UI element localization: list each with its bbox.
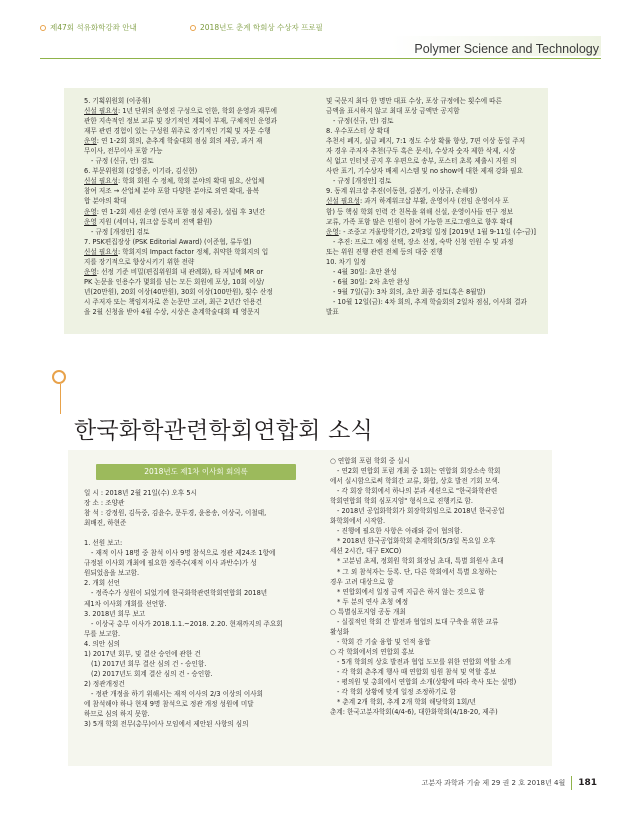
- top-right-line: 교류, 가족 포함 많은 인원이 참여 가능한 프로그램으로 향후 확대: [326, 217, 513, 226]
- top-right-line: - 규정 [개정안] 검토: [333, 177, 392, 186]
- board-banner: 2018년도 제1차 이사회 회의록: [96, 464, 296, 480]
- top-left-column: [84, 96, 302, 317]
- breadcrumb-right: 2018년도 춘계 학회상 수상자 프로필: [190, 22, 323, 33]
- page-footer: [422, 776, 597, 790]
- top-right-line: - 10월 12일(금): 4차 회의, 추계 학술회의 2일차 점심, 이사회 결과: [333, 297, 527, 306]
- board-left-line: 4. 의안 심의: [84, 639, 120, 648]
- board-left-line: (2) 2017년도 회계 결산 심의 건 - 승인함.: [91, 669, 213, 678]
- board-left-line: 원되었음을 보고함.: [84, 569, 140, 578]
- top-left-line: 운영: 연 1-2회 회의, 춘추계 학술대회 점심 회의 제공, 과거 재: [84, 137, 263, 146]
- top-right-line: - 4월 30일: 초안 완성: [333, 267, 397, 276]
- board-left-text: [84, 488, 310, 729]
- circle-bullet-icon: [190, 25, 196, 31]
- circle-bullet-icon: [40, 25, 46, 31]
- board-right-line: * 그 외 참석자는 등록. 단, 다른 학회에서 특별 요청하는: [337, 567, 498, 576]
- top-right-line: 사란 표기, 기수상자 배제 시스템 및 no show에 대한 제재 강화 필요: [326, 167, 523, 176]
- top-left-line: 합 분야의 확대: [84, 197, 127, 206]
- board-left-line: 장 소 : 조양관: [84, 499, 125, 508]
- breadcrumb-left: 제47회 석유화학강좌 안내: [40, 22, 137, 33]
- top-left-line: 신설 필요성: 1년 단위의 운영진 구성으로 인한, 학회 운영과 재무에: [84, 107, 277, 116]
- board-left-line: - 정족수가 성원이 되었기에 한국화학관련학회연합회 2018년: [91, 589, 268, 598]
- board-left-line: 3. 2018년 회무 보고: [84, 609, 146, 618]
- footer-citation: 고분자 과학과 기술 제 29 권 2 호 2018년 4월: [421, 779, 566, 787]
- board-right-line: - 각 회장 학회에서 하나의 분과 세션으로 "한국화학관련: [337, 487, 498, 496]
- top-left-line: 5. 기획위원회 (이종휘): [84, 97, 151, 105]
- top-right-line: 발표: [326, 307, 339, 316]
- board-right-line: * 고분넘 초제, 정회원 학회 회장님 초대, 특별 회원사 초대: [337, 557, 504, 566]
- board-right-line: 화학회에서 시작함.: [330, 517, 386, 526]
- top-left-line: - 규정 [개정안] 검토: [91, 227, 150, 236]
- board-right-line: 세션 2시간, 대구 EXCO): [330, 547, 402, 556]
- top-right-line: 9. 동계 워크샵 추진(이동현, 김봉기, 이상규, 손해정): [326, 187, 478, 196]
- top-left-line: PK 논문을 인용수가 몇회를 넘는 모든 회원에 포상, 10회 이상/: [84, 277, 265, 286]
- board-right-line: 경우 고려 대상으로 함: [330, 577, 394, 586]
- top-left-line: 7. PSK편집장상 (PSK Editorial Award) (이준협, 류두열): [84, 237, 252, 246]
- board-right-line: * 춘계 2개 학회, 추계 2개 학회 해당학회 1회/년: [337, 698, 476, 707]
- board-left-line: - 정관 개정을 하기 위해서는 재적 이사의 2/3 이상의 이사회: [91, 689, 263, 698]
- board-right-line: - 2018년 공업화학회가 회장학회임으로 2018년 한국공업: [337, 507, 505, 516]
- board-right-line: ○ 연합회 포럼 학회 중 실시: [330, 457, 410, 465]
- board-left-line: 규정된 이사회 개최에 필요한 정족수(재적 이사 과반수)가 성: [84, 559, 257, 568]
- top-right-line: 및 국문지 최다 한 명만 대표 수상, 포상 규정에는 횟수에 따른: [326, 97, 502, 105]
- board-left-line: 2) 정관개정건: [84, 679, 125, 688]
- board-right-line: ○ 각 학회에서의 연합회 홍보: [330, 647, 415, 656]
- top-left-line: 무이사, 전무이사 포함 가능: [84, 147, 163, 156]
- board-right-line: - 각 학회 상황에 맞게 일정 조정하기로 함: [337, 688, 456, 697]
- top-left-line: 운영 지원 (세미나, 워크샵 등록비 전액 환원): [84, 217, 213, 226]
- top-right-line: 8. 우수포스터 상 확대: [326, 127, 390, 136]
- top-right-line: - 규정(신규, 안) 검토: [333, 117, 394, 126]
- board-left-line: - 이상국 총무 이사가 2018.1.1.~2018. 2.20. 현재까지의 주요회: [91, 619, 283, 628]
- board-left-line: 1. 선원 보고:: [84, 539, 123, 548]
- section-connector-line: [60, 384, 61, 414]
- footer-separator: [571, 776, 572, 790]
- board-right-line: - 실질적인 학회 간 발전과 협업의 토대 구축을 위한 교류: [337, 617, 499, 626]
- board-left-line: 3) 5개 학회 전무(총무)이사 모임에서 제안된 사항의 심의: [84, 720, 249, 729]
- journal-title: Polymer Science and Technology: [414, 42, 599, 56]
- page-header: [0, 0, 625, 70]
- board-left-line: 2. 개회 선언: [84, 579, 120, 588]
- board-right-line: 활성화: [330, 627, 350, 636]
- top-right-column: [326, 96, 538, 317]
- board-right-line: - 5개 학회의 상호 발전과 협업 도모를 위한 연합회 역할 소개: [337, 657, 512, 666]
- board-right-line: - 각 학회 춘추계 행사 때 연합회 임원 참석 및 역할 홍보: [337, 667, 497, 676]
- top-left-line: 운영: 연 1-2회 세션 운영 (연사 포함 점심 제공), 설립 후 3년간: [84, 207, 266, 216]
- top-right-line: 자 경우 주저자 추천(구두 혹은 문서), 수상자 숫자 제한 삭제, 시상: [326, 147, 516, 156]
- minutes-continued-box: [64, 88, 548, 334]
- board-left-line: 최배진, 하현준: [84, 519, 127, 528]
- top-right-line: 또는 위원 진행 관련 전체 등의 대중 진행: [326, 247, 443, 256]
- board-left-column: [84, 460, 310, 729]
- board-right-line: ○ 특별심포지엄 공동 개최: [330, 607, 406, 616]
- section-title: 한국화학관련학회연합회 소식: [74, 418, 373, 444]
- top-right-line: 함) 등 핵심 학회 인력 간 친목을 위해 신설, 운영이사들 연구 정보: [326, 207, 513, 216]
- board-right-line: 에서 실시함으로써 학회간 교류, 화합, 상호 발전 기회 모색.: [330, 477, 500, 486]
- board-left-line: (1) 2017년 회무 결산 심의 건 - 승인함.: [91, 659, 207, 668]
- top-right-line: 운영: - 조중고 겨울방학기간, 2박3일 일정 [2019년 1월 9-11일 (수-금)]: [326, 227, 536, 236]
- board-left-line: 제1차 이사회 개회를 선언함.: [84, 599, 167, 608]
- top-left-line: 신설 필요성: 학회 회원 수 정체, 학회 분야의 확대 필요, 산업체: [84, 177, 265, 186]
- top-right-line: 신설 필요성: 과거 하계워크샵 부활, 운영이사 (전임 운영이사 포: [326, 197, 509, 206]
- top-right-line: 10. 차기 일정: [326, 257, 367, 266]
- top-right-line: - 9월 7일(금): 3차 회의, 초안 최종 검토(혹은 8월말): [333, 287, 486, 296]
- top-left-line: 시 주저자 또는 책임저자로 쓴 논문만 고려, 최근 2년간 인용건: [84, 297, 263, 306]
- section-circle-icon: [52, 370, 66, 384]
- top-left-line: 을 2월 신청을 받아 4월 수상, 시상은 춘계학술대회 때 영문지: [84, 307, 260, 316]
- board-left-line: 일 시 : 2018년 2월 21일(수) 오후 5시: [84, 489, 197, 497]
- top-left-line: 재무 관련 경험이 있는 구성원 위주로 장기적인 기획 및 자문 수행: [84, 127, 271, 136]
- top-left-line: 관한 지속적인 정보 교류 및 장기적인 계획이 부재, 구체적인 운영과: [84, 117, 277, 126]
- board-right-line: - 평의원 및 총회에서 연합회 소개(상황에 따라 축사 또는 설명): [337, 678, 517, 687]
- top-left-line: 지를 장기적으로 향상시키기 위한 전략: [84, 257, 195, 266]
- board-left-line: [84, 528, 310, 538]
- top-left-line: 년(20만원), 20회 이상(40만원), 30회 이상(100만원), 횟수 산정: [84, 287, 273, 296]
- board-right-line: 춘계: 한국고분자학회(4/4-6), 대한화학회(4/18-20, 제주): [330, 708, 498, 717]
- header-divider: [40, 58, 601, 59]
- top-right-line: 식 없고 인터넷 공지 후 우편으로 송부, 포스터 초록 제출시 지원 의: [326, 157, 517, 166]
- top-left-line: 운영: 선정 기준 비밀(편집위원회 내 관례화), 타 저널에 MR or: [84, 267, 264, 276]
- top-left-line: - 규정 (신규, 안) 검토: [91, 157, 154, 166]
- top-right-line: 추천서 폐지, 실급 폐지, 7:1 정도 수상 확률 향상, 7편 이상 동일 주저: [326, 137, 526, 146]
- board-right-line: 학회연합회 학회 심포지엄" 형식으로 진행키로 함.: [330, 497, 473, 506]
- board-left-line: 참 석 : 강정원, 김득중, 김윤수, 문두경, 윤용송, 이상국, 이철태,: [84, 509, 267, 518]
- board-left-line: 무를 보고함.: [84, 629, 121, 638]
- board-right-line: * 두 분의 연사 초청 예정: [337, 597, 409, 606]
- board-right-line: * 2018년 한국공업화학회 춘계학회(5/3일 목요일 오후: [337, 537, 496, 546]
- top-left-line: 신설 필요성: 학회지의 Impact factor 정체, 취약한 학회지의 입: [84, 247, 269, 256]
- top-left-line: 참여 저조 → 산업체 분야 포함 다양한 분야로 외연 확대, 융복: [84, 187, 260, 196]
- top-right-line: - 6월 30일: 2차 초안 완성: [333, 277, 410, 286]
- board-right-column: [330, 456, 544, 717]
- top-left-line: 6. 부문위원회 (강영종, 이기라, 김신현): [84, 167, 198, 176]
- top-right-line: - 추진: 프로그 예정 선택, 장소 선정, 숙박 신청 인원 수 및 과정: [333, 237, 514, 246]
- board-left-line: 에 참석해야 하나 현재 9명 참석으로 정관 개정 성원에 미달: [84, 699, 254, 708]
- top-right-line: 금액을 표시하지 않고 최대 포상 금액만 공지함: [326, 107, 460, 116]
- board-right-line: - 연2회 연합회 포럼 개최 중 1회는 연합회 회장소속 학회: [337, 467, 501, 476]
- board-right-line: - 진행에 필요한 사항은 아래와 같이 협의함.: [337, 527, 463, 536]
- board-left-line: 하므로 심의 하지 못함.: [84, 710, 150, 719]
- board-minutes-box: [68, 450, 552, 766]
- page-number: 181: [578, 778, 597, 788]
- board-right-line: - 학회 간 기술 융합 및 인적 융합: [337, 637, 431, 646]
- board-right-line: * 연합회에서 일정 금액 지급은 하지 않는 것으로 함: [337, 587, 485, 596]
- board-left-line: 1) 2017년 회무, 및 결산 승인에 관한 건: [84, 649, 201, 658]
- board-left-line: - 재적 이사 18명 중 참석 이사 9명 참석으로 정관 제24조 1항에: [91, 549, 276, 558]
